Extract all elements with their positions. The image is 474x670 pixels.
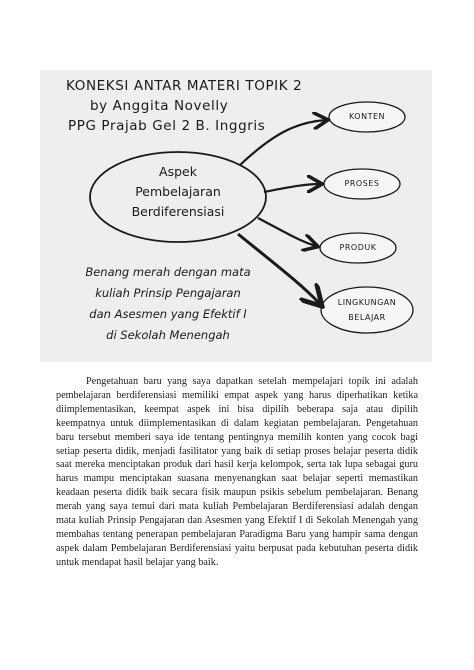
aspect-belajar: BELAJAR bbox=[348, 313, 386, 322]
aspect-konten: KONTEN bbox=[348, 112, 385, 121]
caption-line-2: kuliah Prinsip Pengajaran bbox=[95, 286, 241, 300]
aspect-produk: PRODUK bbox=[339, 243, 377, 252]
center-line-3: Berdiferensiasi bbox=[131, 204, 225, 219]
caption-line-3: dan Asesmen yang Efektif I bbox=[89, 307, 247, 321]
title-line-3: PPG Prajab Gel 2 B. Inggris bbox=[68, 118, 266, 134]
pill-lingkungan-belajar bbox=[321, 287, 413, 333]
arrow-to-produk bbox=[258, 218, 316, 246]
center-line-1: Aspek bbox=[159, 164, 197, 179]
concept-map-figure bbox=[40, 70, 432, 362]
arrow-to-proses bbox=[264, 184, 320, 192]
title-line-2: by Anggita Novelly bbox=[90, 98, 229, 114]
body-paragraph-text: Pengetahuan baru yang saya dapatkan setelah mempelajari topik ini adalah pembelajaran berdiferensiasi memiliki empat aspek yang harus diperhatikan ketika diimplementasikan, keempat aspek ini bisa dipilih beberapa saja atau dipilih keempatnya untuk diimplementasikan di dalam kegiatan pembelajaran. Pengetahuan baru tersebut memberi saya ide tentang pentingnya memilih konten yang cocok bagi setiap peserta didik, menjadi fasilitator yang baik di setiap proses belajar peserta didik saat mereka menciptakan produk dari hasil kerja kelompok, serta tak lupa sebagai guru harus mampu menciptakan suasana menyenangkan saat belajar seperti memastikan keadaan peserta didik baik secara fisik maupun psikis sebelum pembelajaran. Benang merah yang saya temui dari mata kuliah Pembelajaran Berdiferensiasi adalah dengan mata kuliah Prinsip Pengajaran dan Asesmen yang Efektif I di Sekolah Menengah yang membahas tentang penerapan pembelajaran Paradigma Baru yang hampir sama dengan aspek dalam Pembelajaran Berdiferensiasi yaitu berpusat pada kebutuhan peserta didik untuk mendapat hasil belajar yang baik. bbox=[56, 376, 418, 568]
center-line-2: Pembelajaran bbox=[135, 184, 221, 199]
title-line-1: KONEKSI ANTAR MATERI TOPIK 2 bbox=[66, 78, 303, 94]
aspect-lingkungan: LINGKUNGAN bbox=[337, 298, 397, 307]
caption-line-4: di Sekolah Menengah bbox=[106, 328, 230, 342]
caption-line-1: Benang merah dengan mata bbox=[85, 265, 251, 279]
body-paragraph bbox=[56, 375, 418, 570]
aspect-proses: PROSES bbox=[344, 179, 380, 188]
